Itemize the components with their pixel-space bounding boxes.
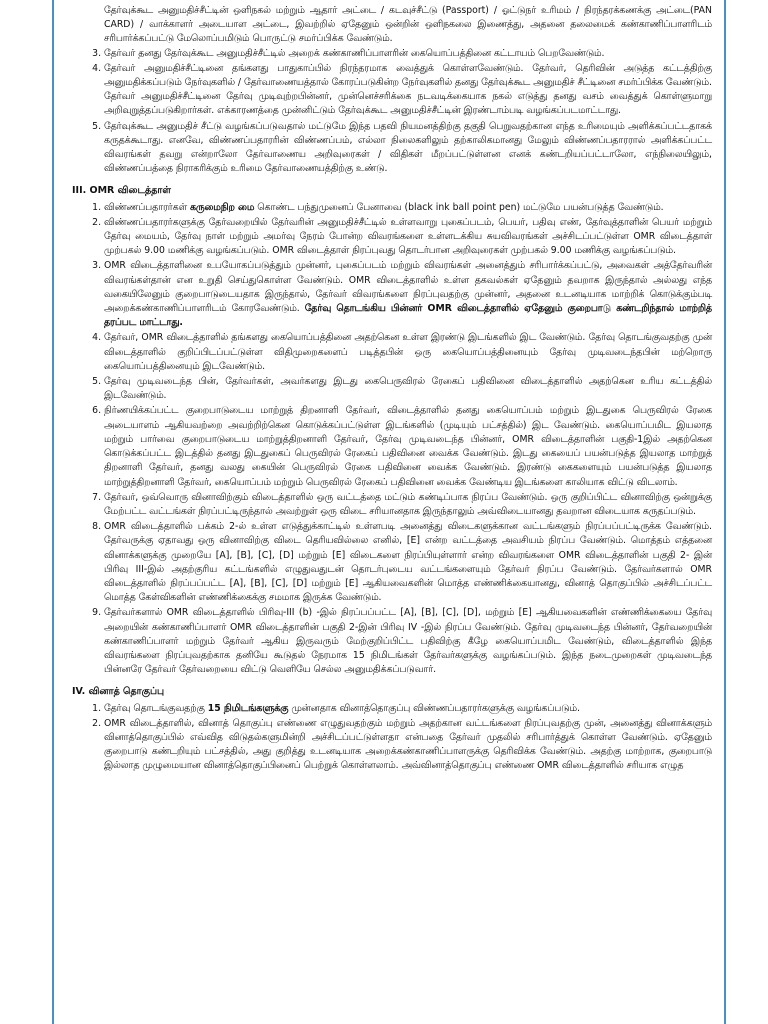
list-item: 7. தேர்வர், ஒவ்வொரு வினாவிற்கும் விடைத்தாளில் ஒரு வட்டத்தை மட்டும் கண்டிப்பாக நிரப்ப வேண்டும். ஒரு குறிப்பிட்ட வினாவிற்கு ஒன்றுக்கு மேற்பட்ட வட்டங்கள் நிரப்பட்டிருந்தால் அவற்றுள் ஒரு விடை சரியானதாக இருந்தாலும் அவ்விடையானது தவறான விடையாக கருதப்படும். bbox=[104, 491, 712, 519]
list-item: 4. தேர்வர், OMR விடைத்தாளில் தங்களது கையொப்பத்தினை அதற்கென உள்ள இரண்டு இடங்களில் இட வேண்டும். தேர்வு தொடங்குவதற்கு முன் விடைத்தாளில் குறிப்பிடப்பட்டுள்ள விதிமுறைகளைப் படித்தபின் ஒரு கையொப்பத்தினையும் தேர்வு முடிவடைந்தபின் மற்றொரு கையொப்பத்தினையும் இடவேண்டும். bbox=[104, 331, 712, 374]
list-item: 2. விண்ணப்பதாரர்களுக்கு தேர்வறையில் தேர்வரின் அனுமதிச்சீட்டில் உள்ளவாறு புகைப்படம், பெயர், பதிவு எண், தேர்வுத்தாளின் பெயர் மற்றும் தேர்வு மையம், தேர்வு நாள் மற்றும் அமர்வு நேரம் போன்ற விவரங்களை உள்ளடக்கிய சுயவிவரங்கள் அச்சிடப்பட்டுள்ள OMR விடைத்தாள் முற்பகல் 9.00 மணிக்கு வழங்கப்படும். OMR விடைத்தாள் நிரப்புவது தொடர்பான அறிவுரைகள் முற்பகல் 9.00 மணிக்கு வழங்கப்படும். bbox=[104, 216, 712, 259]
list-item: 2. OMR விடைத்தாளில், வினாத் தொகுப்பு எண்ணை எழுதுவதற்கும் மற்றும் அதற்கான வட்டங்களை நிரப்புவதற்கு முன், அனைத்து வினாக்களும் வினாத்தொகுப்பில் எவ்வித விடுதல்களுமின்றி அச்சிடப்பட்டுள்ளதா என்பதை தேர்வர் முதலில் சரிபார்த்துக் கொள்ள வேண்டும். ஏதேனும் குறைபாடு கண்டறியும் பட்சத்தில், அது குறித்து உடனடியாக அறைக்கண்காணிப்பாளருக்கு தெரிவிக்க வேண்டும். அதற்கு மாற்றாக, குறைபாடு இல்லாத முழுமையான வினாத்தொகுப்பினைப் பெற்றுக் கொள்ளலாம். அவ்வினாத்தொகுப்பு எண்ணை OMR விடைத்தாளில் சரியாக எழுத bbox=[104, 717, 712, 774]
left-margin-rule bbox=[52, 0, 54, 1024]
list-item: 6. நிர்ணயிக்கப்பட்ட குறைபாடுடைய மாற்றுத் திறனாளி தேர்வர், விடைத்தாளில் தனது கையொப்பம் மற்றும் இடதுகை பெருவிரல் ரேகை அடையாளம் ஆகியவற்றை அவற்றிற்கென கொடுக்கப்பட்டுள்ள இடங்களில் (முடியும் பட்சத்தில்) இட வேண்டும். கையொப்பமிட இயலாத மற்றும் பார்வை குறைபாடுடைய மாற்றுத்திறனாளி தேர்வர், தேர்வு முடிவடைந்த பின்னர், OMR விடைத்தாளின் பகுதி-1இல் அதற்கென கொடுக்கப்பட்ட இடத்தில் தனது இடதுகைப் பெருவிரல் ரேகைப் பதிவினை வைக்க வேண்டும். இடது கையைப் பயன்படுத்த இயலாத மாற்றுத் திறனாளி தேர்வர், தனது வலது கையின் பெருவிரல் ரேகை பதிவினை வைக்க வேண்டும். இரண்டு கைகளையும் பயன்படுத்த இயலாத மாற்றுத்திறனாளி தேர்வர், கையொப்பம் மற்றும் பெருவிரல் ரேகைப் பதிவினை வைக்க வேண்டிய இடங்களை காலியாக விட்டு விடலாம். bbox=[104, 404, 712, 489]
list-item: 1. தேர்வு தொடங்குவதற்கு 15 நிமிடங்களுக்கு முன்னதாக வினாத்தொகுப்பு விண்ணப்பதாரர்களுக்கு வழங்கப்படும். bbox=[104, 702, 712, 716]
section4-list bbox=[72, 702, 712, 774]
paragraph-continuation: தேர்வுக்கூட அனுமதிச்சீட்டின் ஒளிநகல் மற்றும் ஆதார் அட்டை / கடவுச்சீட்டு (Passport) / ஓட்டுநர் உரிமம் / நிரந்தரக்கணக்கு அட்டை(PAN CARD) / வாக்காளர் அடையாள அட்டை, இவற்றில் ஏதேனும் ஒன்றின் ஒளிநகலை இணைத்து, அதனை தலைமைக் கண்காணிப்பாளரிடம் சரிபார்க்கப்பட்டு மேலொப்பமிடும் பொருட்டு சமர்ப்பிக்க வேண்டும். bbox=[104, 5, 712, 45]
list-item: 9. தேர்வர்களால் OMR விடைத்தாளில் பிரிவு-III (b) -இல் நிரப்பப்பட்ட [A], [B], [C], [D], மற்றும் [E] ஆகியவைகளின் எண்ணிக்கையை தேர்வு அறையின் கண்காணிப்பாளர் OMR விடைத்தாளின் பகுதி 2-இன் பிரிவு IV -இல் நிரப்ப வேண்டும். தேர்வு முடிவடைந்த பின்னர், தேர்வறையின் கண்காணிப்பாளர் மற்றும் தேர்வர் ஆகிய இருவரும் மேற்குறிப்பிட்ட பதிவிற்கு கீழே கையொப்பமிட வேண்டும், விடைத்தாளில் இந்த விவரங்களை நிரப்புவதற்காக தனியே கூடுதல் நேரமாக 15 நிமிடங்கள் தேர்வர்களுக்கு வழங்கப்படும். இந்த நடைமுறைகள் முடிவடைந்த பின்னரே தேர்வர் தேர்வறையை விட்டு வெளியே செல்ல அனுமதிக்கப்படுவார். bbox=[104, 606, 712, 677]
list-item: 5. தேர்வுக்கூட அனுமதிச் சீட்டு வழங்கப்படுவதால் மட்டுமே இந்த பதவி நியமனத்திற்கு தகுதி பெறுவதற்கான எந்த உரிமையும் அளிக்கப்பட்டதாகக் கருதக்கூடாது. எனவே, விண்ணப்பதாரரின் விண்ணப்பம், எல்லா நிலைகளிலும் தற்காலிகமானது மேலும் விண்ணப்பதாரரால் அளிக்கப்பட்ட விவரங்கள் தவறு என்றாலோ தேர்வாணைய அறிவுரைகள் / விதிகள் மீறப்பட்டுள்ளன எனக் கண்டறியப்பட்டாலோ, எந்நிலையிலும், விண்ணப்பத்தை நிராகரிக்கும் உரிமை தேர்வாணையத்திற்கு உண்டு. bbox=[104, 120, 712, 177]
document-body bbox=[72, 4, 712, 775]
list-item: 8. OMR விடைத்தாளில் பக்கம் 2-ல் உள்ள எடுத்துக்காட்டில் உள்ளபடி அனைத்து விடைகளுக்கான வட்டங்களும் நிரப்பப்பட்டிருக்க வேண்டும். தேர்வருக்கு ஏதாவது ஒரு வினாவிற்கு விடை தெரியவில்லை எனில், [E] என்ற வட்டத்தை அவசியம் நிரப்ப வேண்டும். மொத்தம் எத்தனை வினாக்களுக்கு முறையே [A], [B], [C], [D] மற்றும் [E] விடைகளை நிரப்பியுள்ளார் என்ற விவரங்களை OMR விடைத்தாளின் பகுதி 2- இன் பிரிவு III-இல் அதற்குரிய கட்டங்களில் எழுதுவதுடன் தொடர்புடைய வட்டங்களையும் தேர்வர் நிரப்ப வேண்டும். தேர்வர்களால் OMR விடைத்தாளில் நிரப்பப்பட்ட [A], [B], [C], [D] மற்றும் [E] ஆகியவைகளின் மொத்த எண்ணிக்கையானது, வினாத் தொகுப்பில் அச்சிடப்பட்ட மொத்த கேள்விகளின் எண்ணிக்கைக்கு சமமாக இருக்க வேண்டும். bbox=[104, 520, 712, 605]
list-item: 3. OMR விடைத்தாளினை உபயோகப்படுத்தும் முன்னர், புகைப்படம் மற்றும் விவரங்கள் அனைத்தும் சரிபார்க்கப்பட்டு, அவைகள் அத்தேர்வரின் விவரங்கள்தான் என உறுதி செய்துகொள்ள வேண்டும். OMR விடைத்தாளில் உள்ள தகவல்கள் ஏதேனும் தவறாக இருந்தால் அல்லது எந்த வகையிலேனும் குறைபாடுடையதாக இருந்தால், தேர்வர் விவரங்களை நிரப்புவதற்கு முன்னர், அதனை உடனடியாக மாற்றிக் கொடுக்கும்படி அறைக்கண்காணிப்பாளரிடம் கோரவேண்டும். தேர்வு தொடங்கிய பின்னர் OMR விடைத்தாளில் ஏதேனும் குறைபாடு கண்டறிந்தால் மாற்றித் தரப்பட மாட்டாது. bbox=[104, 259, 712, 330]
list-item: 4. தேர்வர் அனுமதிச்சீட்டினை தங்களது பாதுகாப்பில் நிரந்தரமாக வைத்துக் கொள்ளவேண்டும். தேர்வர், தெரிவின் அடுத்த கட்டத்திற்கு அனுமதிக்கப்படும் நேர்வுகளில் / தேர்வாணையத்தால் கோரப்படுகின்ற நேர்வுகளில் தனது தேர்வுக்கூட அனுமதிச் சீட்டினை சமர்ப்பிக்க வேண்டும். தேர்வர் அனுமதிச்சீட்டினை தேர்வு முடிவுற்றபின்னர், முன்னெச்சரிக்கை நடவடிக்கையாக நகல் எடுத்து தனது வசம் வைத்துக் கொள்ளுமாறு அறிவுறுத்தப்படுகிறார்கள். எக்காரணத்தை முன்னிட்டும் தேர்வுக்கூட அனுமதிச்சீட்டின் இரண்டாம்படி வழங்கப்படமாட்டாது. bbox=[104, 62, 712, 119]
section3-list bbox=[72, 201, 712, 678]
list-item: 5. தேர்வு முடிவடைந்த பின், தேர்வர்கள், அவர்களது இடது கைபெருவிரல் ரேகைப் பதிவினை விடைத்தாளில் அதற்கென உரிய கட்டத்தில் இடவேண்டும். bbox=[104, 375, 712, 403]
section-heading-omr: III. OMR விடைத்தாள் bbox=[72, 185, 171, 197]
section2-list bbox=[72, 47, 712, 177]
right-margin-rule bbox=[724, 0, 726, 1024]
section-heading-question-booklet: IV. வினாத் தொகுப்பு bbox=[72, 686, 165, 698]
list-item: 1. விண்ணப்பதாரர்கள் கருமைநிற மை கொண்ட பந்துமுனைப் பேனாவை (black ink ball point pen) மட்டுமே பயன்படுத்த வேண்டும். bbox=[104, 201, 712, 215]
list-item: 3. தேர்வர் தனது தேர்வுக்கூட அனுமதிச்சீட்டில் அறைக் கண்காணிப்பாளரின் கையொப்பத்தினை கட்டாயம் பெறவேண்டும். bbox=[104, 47, 712, 61]
